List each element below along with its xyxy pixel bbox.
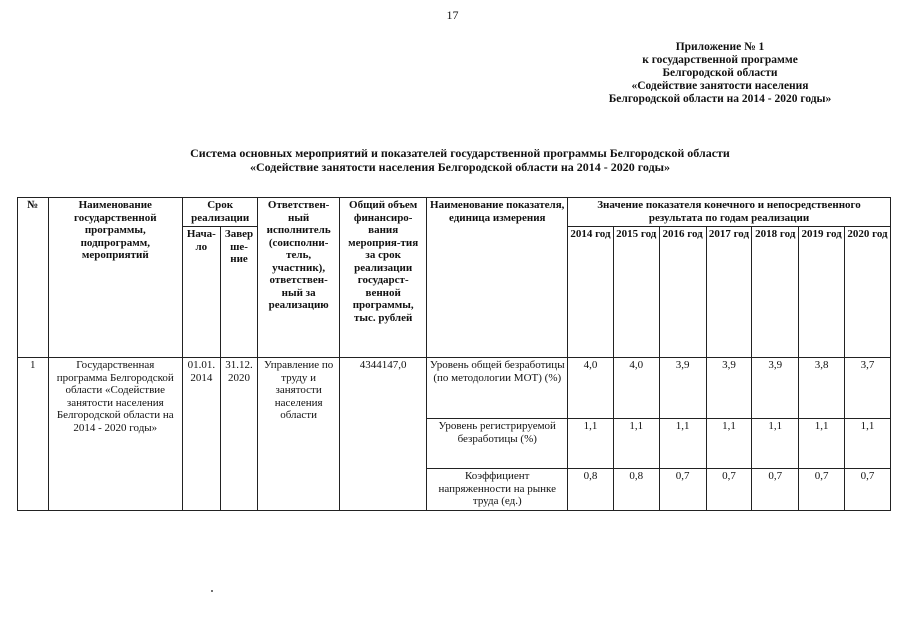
appendix-line: Приложение № 1 [675, 41, 765, 53]
row-funding: 4344147,0 [339, 358, 427, 511]
indicator-value: 0,7 [659, 469, 706, 511]
indicator-value: 0,8 [613, 469, 659, 511]
header-year: 2016 год [659, 227, 706, 358]
indicator-value: 1,1 [845, 419, 891, 469]
indicator-value: 1,1 [568, 419, 614, 469]
indicator-value: 3,9 [752, 358, 799, 419]
appendix-line: «Содействие занятости населения [631, 80, 809, 92]
row-end: 31.12. 2020 [220, 358, 258, 511]
indicator-value: 3,9 [706, 358, 752, 419]
header-row [18, 198, 891, 227]
header-year: 2018 год [752, 227, 799, 358]
scan-speck [211, 590, 213, 592]
indicator-value: 1,1 [799, 419, 845, 469]
header-year: 2019 год [799, 227, 845, 358]
indicator-value: 3,7 [845, 358, 891, 419]
indicator-value: 4,0 [613, 358, 659, 419]
appendix-header [560, 41, 880, 106]
row-executor: Управление по труду и занятости населения области [258, 358, 339, 511]
indicator-value: 1,1 [613, 419, 659, 469]
indicator-value: 0,8 [568, 469, 614, 511]
document-title [60, 146, 860, 174]
header-year: 2017 год [706, 227, 752, 358]
title-line: «Содействие занятости населения Белгородской области на 2014 - 2020 годы» [249, 160, 671, 174]
indicator-name: Коэффициент напряженности на рынке труда (ед.) [427, 469, 568, 511]
header-year: 2014 год [568, 227, 614, 358]
header-name: Наименование государственной программы, подпрограмм, мероприятий [48, 198, 182, 358]
row-name: Государственная программа Белгородской области «Содействие занятости населения Белгородской области на 2014 - 2020 годы» [48, 358, 182, 511]
header-start: Нача-ло [183, 227, 221, 358]
indicator-value: 1,1 [659, 419, 706, 469]
appendix-line: к государственной программе [642, 54, 798, 66]
indicator-value: 3,8 [799, 358, 845, 419]
title-line: Система основных мероприятий и показателей государственной программы Белгородской области [190, 146, 730, 160]
row-start: 01.01. 2014 [183, 358, 221, 511]
indicator-value: 0,7 [799, 469, 845, 511]
indicators-table [17, 197, 891, 511]
header-executor: Ответствен-ный исполнитель (соисполни-тель, участник), ответствен-ный за реализацию [258, 198, 339, 358]
indicator-name: Уровень регистрируемой безработицы (%) [427, 419, 568, 469]
header-num: № [18, 198, 49, 358]
header-end: Завер ше-ние [220, 227, 258, 358]
header-values-group: Значение показателя конечного и непосредственного результата по годам реализации [568, 198, 891, 227]
indicator-value: 0,7 [845, 469, 891, 511]
header-indicator: Наименование показателя, единица измерения [427, 198, 568, 358]
page-number: 17 [446, 8, 459, 22]
indicator-value: 1,1 [752, 419, 799, 469]
header-period: Срок реализации [183, 198, 258, 227]
indicator-value: 4,0 [568, 358, 614, 419]
indicator-value: 1,1 [706, 419, 752, 469]
appendix-line: Белгородской области [662, 67, 778, 79]
indicator-value: 3,9 [659, 358, 706, 419]
header-year: 2020 год [845, 227, 891, 358]
header-funding: Общий объем финансиро-вания мероприя-тия за срок реализации государст-венной программы, тыс. рублей [339, 198, 427, 358]
indicator-value: 0,7 [706, 469, 752, 511]
header-year: 2015 год [613, 227, 659, 358]
table-row [18, 358, 891, 419]
indicator-name: Уровень общей безработицы (по методологии МОТ) (%) [427, 358, 568, 419]
indicator-value: 0,7 [752, 469, 799, 511]
appendix-line: Белгородской области на 2014 - 2020 годы» [608, 93, 832, 105]
row-num: 1 [18, 358, 49, 511]
